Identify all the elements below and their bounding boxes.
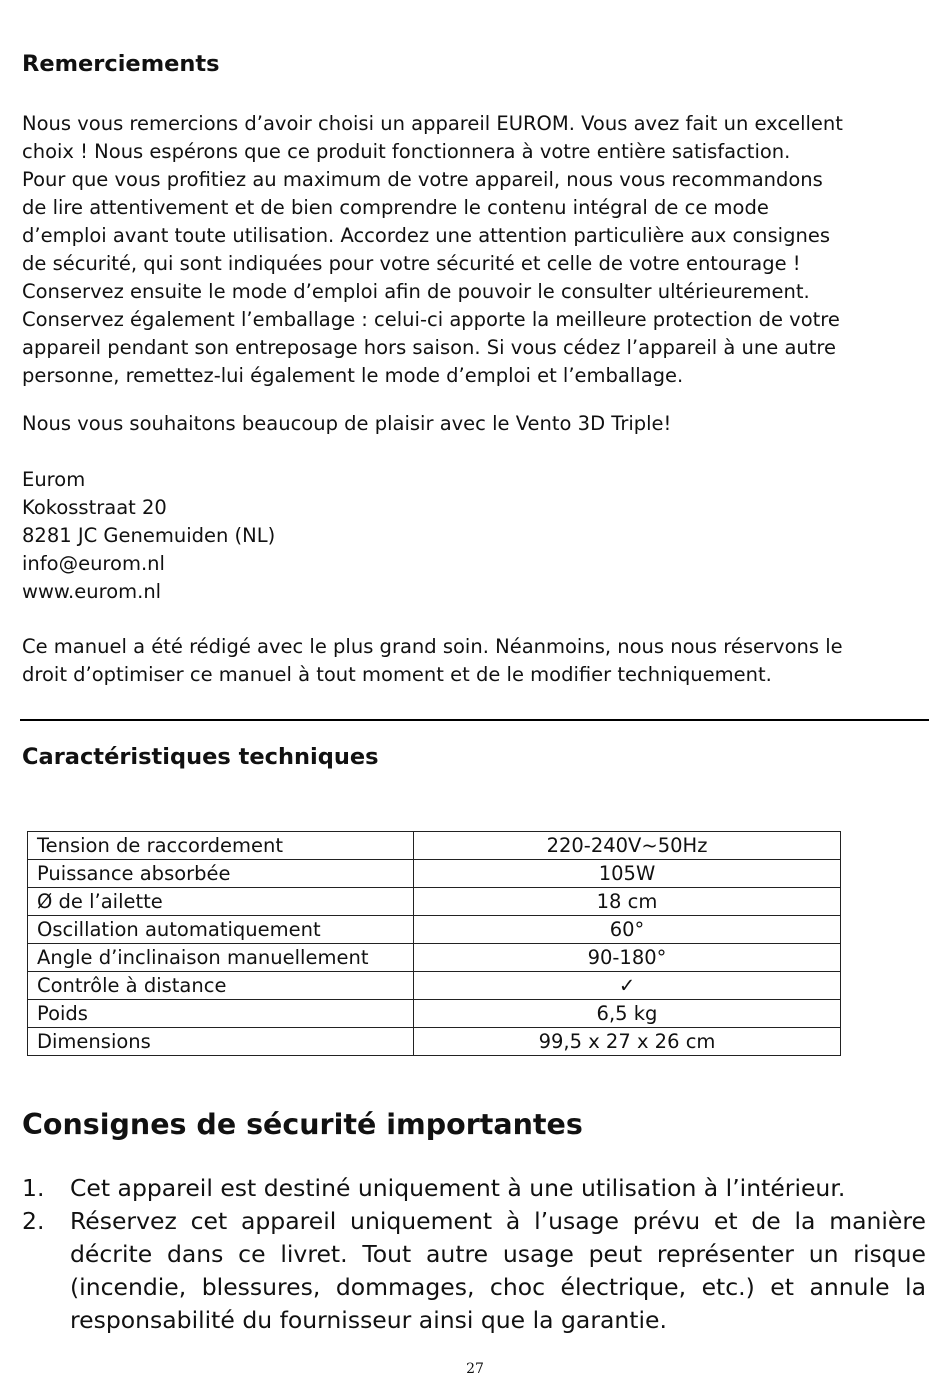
intro-line: de lire attentivement et de bien comprendre le contenu intégral de ce mode: [22, 196, 769, 219]
table-row: [28, 972, 841, 1000]
table-row: [28, 888, 841, 916]
disclaimer-line: droit d’optimiser ce manuel à tout moment et de le modifier techniquement.: [22, 663, 772, 686]
wish-text: [22, 410, 932, 438]
intro-paragraph: [22, 110, 932, 390]
checkmark-icon: ✓: [414, 972, 841, 1000]
intro-line: Conservez ensuite le mode d’emploi afin de pouvoir le consulter ultérieurement.: [22, 280, 810, 303]
disclaimer-paragraph: [22, 633, 932, 689]
spec-value: 105W: [414, 860, 841, 888]
intro-line: Conservez également l’emballage : celui-ci apporte la meilleure protection de votre: [22, 308, 840, 331]
safety-list: [22, 1172, 926, 1337]
spec-label: Puissance absorbée: [28, 860, 414, 888]
table-row: [28, 832, 841, 860]
intro-line: appareil pendant son entreposage hors saison. Si vous cédez l’appareil à une autre: [22, 336, 837, 359]
table-row: [28, 1000, 841, 1028]
item-number: 2.: [22, 1207, 45, 1235]
specs-table: [27, 831, 841, 1056]
website-url: www.eurom.nl: [22, 580, 162, 603]
street-address: Kokosstraat 20: [22, 496, 167, 519]
postal-city: 8281 JC Genemuiden (NL): [22, 524, 276, 547]
section-divider: [20, 719, 929, 721]
item-number: 1.: [22, 1174, 45, 1202]
table-row: [28, 944, 841, 972]
spec-label: Contrôle à distance: [28, 972, 414, 1000]
spec-value: 6,5 kg: [414, 1000, 841, 1028]
intro-line: choix ! Nous espérons que ce produit fonctionnera à votre entière satisfaction.: [22, 140, 791, 163]
intro-line: Nous vous remercions d’avoir choisi un appareil EUROM. Vous avez fait un excellent: [22, 112, 843, 135]
intro-line: d’emploi avant toute utilisation. Accordez une attention particulière aux consignes: [22, 224, 830, 247]
company-name: Eurom: [22, 468, 86, 491]
item-line: Cet appareil est destiné uniquement à une utilisation à l’intérieur.: [70, 1174, 846, 1202]
table-row: [28, 860, 841, 888]
spec-label: Ø de l’ailette: [28, 888, 414, 916]
spec-label: Tension de raccordement: [28, 832, 414, 860]
spec-value: 90-180°: [414, 944, 841, 972]
specs-heading: Caractéristiques techniques: [22, 744, 379, 770]
spec-value: 60°: [414, 916, 841, 944]
table-row: [28, 916, 841, 944]
spec-value: 99,5 x 27 x 26 cm: [414, 1028, 841, 1056]
spec-value: 18 cm: [414, 888, 841, 916]
spec-label: Poids: [28, 1000, 414, 1028]
item-line: décrite dans ce livret. Tout autre usage peut représenter un risque: [70, 1240, 926, 1268]
list-item: [22, 1172, 926, 1205]
spec-label: Dimensions: [28, 1028, 414, 1056]
disclaimer-line: Ce manuel a été rédigé avec le plus grand soin. Néanmoins, nous nous réservons le: [22, 635, 843, 658]
intro-line: personne, remettez-lui également le mode d’emploi et l’emballage.: [22, 364, 684, 387]
item-line: (incendie, blessures, dommages, choc électrique, etc.) et annule la: [70, 1273, 926, 1301]
safety-heading: Consignes de sécurité importantes: [22, 1108, 583, 1141]
table-row: [28, 1028, 841, 1056]
intro-line: Pour que vous profitiez au maximum de votre appareil, nous vous recommandons: [22, 168, 823, 191]
email-address: info@eurom.nl: [22, 552, 165, 575]
wish-line: Nous vous souhaitons beaucoup de plaisir avec le Vento 3D Triple!: [22, 412, 672, 435]
spec-value: 220-240V~50Hz: [414, 832, 841, 860]
spec-label: Oscillation automatiquement: [28, 916, 414, 944]
thanks-heading: Remerciements: [22, 51, 220, 77]
spec-label: Angle d’inclinaison manuellement: [28, 944, 414, 972]
list-item: [22, 1205, 926, 1337]
intro-line: de sécurité, qui sont indiquées pour votre sécurité et celle de votre entourage !: [22, 252, 801, 275]
address-block: [22, 466, 932, 606]
page-number: 27: [466, 1361, 484, 1377]
item-line: Réservez cet appareil uniquement à l’usage prévu et de la manière: [70, 1207, 926, 1235]
item-line: responsabilité du fournisseur ainsi que la garantie.: [70, 1306, 667, 1334]
